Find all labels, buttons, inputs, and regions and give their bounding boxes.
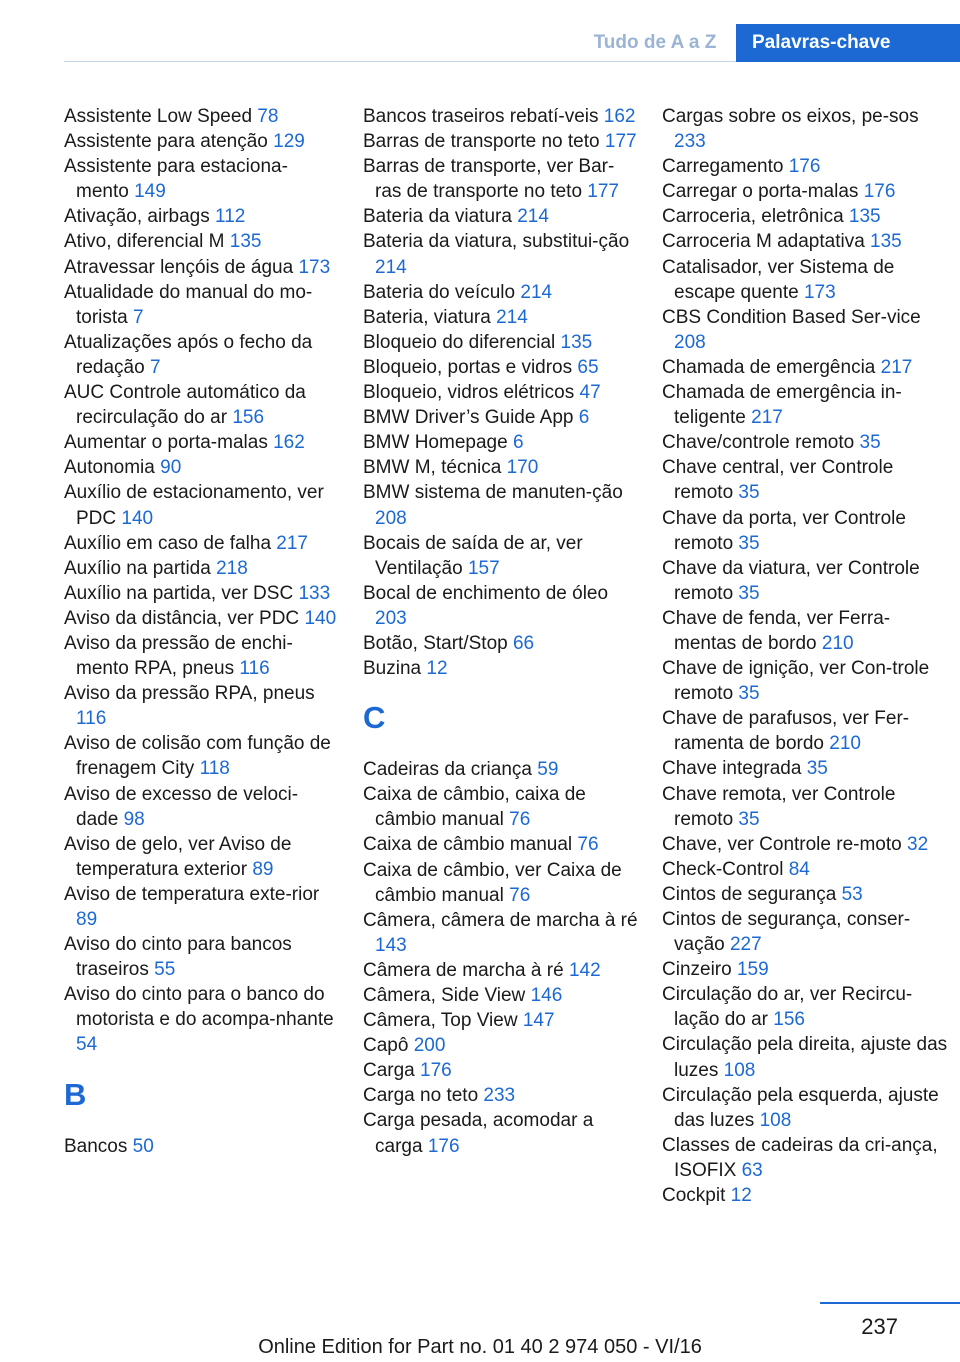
page-link[interactable]: 149: [134, 181, 166, 203]
page-link[interactable]: 59: [537, 759, 559, 781]
index-entry: [363, 380, 639, 405]
index-term: Cinzeiro: [662, 959, 732, 981]
index-term: Bocal de enchimento de óleo: [363, 582, 609, 604]
index-entry: [363, 305, 639, 330]
page-link[interactable]: 214: [517, 206, 549, 228]
index-column-1: [64, 104, 340, 1159]
index-term: BMW Driver’s Guide App: [363, 407, 574, 429]
index-entry: [662, 706, 952, 756]
index-term: Bateria da viatura: [363, 206, 512, 228]
page-link[interactable]: 173: [298, 256, 331, 278]
page-link[interactable]: 116: [76, 708, 107, 730]
header-active-tab: Palavras-chave: [736, 24, 960, 62]
page-link[interactable]: 35: [738, 532, 760, 554]
index-entry: [662, 179, 952, 204]
index-term: Bateria do veículo: [363, 281, 516, 303]
index-term: Aviso do cinto para o banco do motorista e do acompa-nhante: [64, 984, 334, 1031]
index-entry: [662, 229, 952, 254]
edition-line: Online Edition for Part no. 01 40 2 974 050 - VI/16: [258, 1336, 702, 1358]
index-entry: [662, 957, 952, 982]
page-link[interactable]: 173: [803, 281, 836, 303]
index-term: Atualizações após o fecho da redação: [64, 331, 313, 378]
index-entry: [662, 556, 952, 606]
index-entry: [64, 681, 340, 731]
page-link[interactable]: 147: [522, 1010, 555, 1032]
index-term: Capô: [363, 1035, 409, 1057]
page-link[interactable]: 217: [751, 407, 783, 429]
index-term: Aviso do cinto para bancos traseiros: [64, 934, 292, 981]
index-term: Circulação do ar, ver Recircu-lação do ar: [662, 984, 913, 1031]
page-link[interactable]: 54: [76, 1034, 98, 1056]
page-link[interactable]: 157: [467, 557, 500, 579]
page-number: 237: [861, 1314, 898, 1339]
page-link[interactable]: 135: [848, 206, 881, 228]
index-entry: [64, 556, 340, 581]
index-term: Bocais de saída de ar, ver Ventilação: [363, 532, 583, 579]
index-entry: [363, 455, 639, 480]
index-term: BMW M, técnica: [363, 457, 502, 479]
index-entry: [64, 480, 340, 530]
index-entry: [363, 757, 639, 782]
index-entry: [363, 983, 639, 1008]
index-entry: [363, 129, 639, 154]
index-entry: [363, 1033, 639, 1058]
page-link[interactable]: 233: [483, 1085, 516, 1107]
index-entry: [662, 506, 952, 556]
index-term: Câmera de marcha à ré: [363, 959, 564, 981]
index-term: Câmera, Top View: [363, 1010, 518, 1032]
index-term: Bancos traseiros rebatí-veis: [363, 106, 599, 127]
index-entry: [363, 405, 639, 430]
index-entry: [363, 1008, 639, 1033]
index-entry: [363, 154, 639, 204]
index-term: Check-Control: [662, 858, 784, 880]
index-term: Carga no teto: [363, 1085, 479, 1107]
index-term: Aviso da pressão RPA, pneus: [64, 683, 315, 705]
index-term: CBS Condition Based Ser-vice: [662, 306, 921, 328]
page-link[interactable]: 143: [375, 934, 407, 956]
index-term: Atualidade do manual do mo-torista: [64, 281, 313, 328]
index-entry: [64, 631, 340, 681]
index-term: Caixa de câmbio, ver Caixa de câmbio manual: [363, 859, 622, 906]
page-link[interactable]: 208: [375, 507, 407, 529]
index-term: Atravessar lençóis de água: [64, 256, 294, 278]
page-link[interactable]: 200: [413, 1035, 446, 1057]
page-link[interactable]: 156: [232, 407, 265, 429]
index-term: Classes de cadeiras da cri-ança, ISOFIX: [662, 1134, 938, 1181]
index-term: Chave da viatura, ver Controle remoto: [662, 557, 920, 604]
index-term: Aumentar o porta-malas: [64, 432, 268, 454]
index-term: BMW Homepage: [363, 432, 508, 454]
index-entry: [662, 756, 952, 781]
index-entry: [363, 1058, 639, 1083]
page-link[interactable]: 135: [229, 231, 262, 253]
page-link[interactable]: 217: [276, 532, 308, 554]
page-link[interactable]: 90: [160, 457, 182, 479]
index-letter-heading: C: [363, 700, 386, 736]
page-link[interactable]: 7: [133, 306, 144, 328]
page-link[interactable]: 135: [870, 231, 902, 253]
page-link[interactable]: 170: [506, 457, 539, 479]
index-entry: [662, 305, 952, 355]
page-link[interactable]: 129: [273, 131, 305, 153]
index-entry: [363, 355, 639, 380]
index-entry: [662, 154, 952, 179]
index-entry: [363, 480, 639, 530]
page-link[interactable]: 214: [520, 281, 553, 303]
index-entry: [363, 958, 639, 983]
index-term: Cintos de segurança: [662, 883, 837, 905]
index-entry: [64, 104, 340, 129]
page-link[interactable]: 6: [578, 407, 590, 429]
page-link[interactable]: 146: [530, 985, 563, 1006]
index-entry: [662, 1183, 952, 1208]
index-entry: [662, 907, 952, 957]
page-link[interactable]: 35: [738, 482, 760, 504]
index-term: Chamada de emergência in-teligente: [662, 382, 902, 429]
index-term: Auxílio na partida, ver DSC: [64, 582, 294, 604]
index-term: Carregar o porta-malas: [662, 181, 859, 203]
index-term: Circulação pela direita, ajuste das luzes: [662, 1034, 948, 1081]
index-term: Bancos: [64, 1135, 128, 1157]
index-entry: [64, 1134, 340, 1159]
index-term: Chave de ignição, ver Con-trole remoto: [662, 658, 930, 705]
index-entry: [64, 882, 340, 932]
page-link[interactable]: 162: [273, 432, 305, 454]
page-link[interactable]: 214: [496, 306, 528, 328]
index-entry: [363, 204, 639, 229]
index-term: Carregamento: [662, 156, 784, 178]
index-entry: [662, 782, 952, 832]
index-entry: [363, 631, 639, 656]
page-link[interactable]: 133: [298, 582, 331, 604]
index-entry: [662, 204, 952, 229]
index-term: Aviso da distância, ver PDC: [64, 607, 300, 629]
header-section-label: Tudo de A a Z: [593, 32, 717, 53]
page-link[interactable]: 65: [577, 356, 599, 378]
index-entry: [662, 255, 952, 305]
page-link[interactable]: 233: [674, 131, 706, 153]
page-link[interactable]: 78: [257, 106, 279, 127]
index-entry: [363, 858, 639, 908]
index-entry: [662, 104, 952, 154]
index-column-3: [662, 104, 952, 1208]
index-entry: [662, 606, 952, 656]
page-link[interactable]: 176: [427, 1135, 460, 1157]
page-link[interactable]: 76: [577, 834, 599, 856]
page-link[interactable]: 66: [512, 632, 535, 654]
index-term: Chave de fenda, ver Ferra-mentas de bordo: [662, 607, 891, 654]
index-entry: [363, 581, 639, 631]
page-link[interactable]: 50: [132, 1135, 154, 1157]
index-entry: [662, 656, 952, 706]
index-entry: [662, 832, 952, 857]
page-link[interactable]: 156: [773, 1009, 805, 1031]
index-entry: [64, 280, 340, 330]
index-entry: [64, 531, 340, 556]
index-term: Ativo, diferencial M: [64, 231, 225, 253]
page-link[interactable]: 6: [512, 432, 524, 454]
index-term: Auxílio de estacionamento, ver PDC: [64, 482, 324, 529]
index-entry: [363, 1108, 639, 1158]
index-term: Circulação pela esquerda, ajuste das luzes: [662, 1084, 939, 1131]
page-link[interactable]: 89: [252, 858, 274, 880]
index-entry: [662, 380, 952, 430]
index-term: Câmera, Side View: [363, 985, 526, 1006]
page-link[interactable]: 140: [304, 607, 337, 629]
index-term: Cargas sobre os eixos, pe-sos: [662, 106, 919, 127]
page-link[interactable]: 32: [907, 833, 929, 855]
page-link[interactable]: 7: [149, 356, 161, 378]
page-link[interactable]: 210: [821, 632, 854, 654]
index-term: Bloqueio, vidros elétricos: [363, 382, 575, 404]
index-entry: [662, 857, 952, 882]
index-term: Catalisador, ver Sistema de escape quente: [662, 256, 895, 303]
page-link[interactable]: 63: [741, 1159, 763, 1181]
index-entry: [363, 104, 639, 129]
index-term: Bateria, viatura: [363, 306, 491, 328]
index-entry: [662, 455, 952, 505]
page-link[interactable]: 214: [375, 256, 407, 278]
index-entry: [64, 832, 340, 882]
index-entry: [363, 782, 639, 832]
page-link[interactable]: 227: [729, 934, 762, 956]
index-term: Câmera, câmera de marcha à ré: [363, 909, 638, 931]
index-entry: [662, 355, 952, 380]
page-link[interactable]: 176: [863, 181, 896, 203]
index-term: Cadeiras da criança: [363, 759, 532, 781]
index-term: Chave integrada: [662, 758, 802, 780]
index-term: Ativação, airbags: [64, 206, 210, 228]
index-entry: [662, 1133, 952, 1183]
index-term: Carga: [363, 1060, 415, 1082]
page-link[interactable]: 116: [239, 658, 270, 680]
index-term: Cockpit: [662, 1185, 726, 1207]
page-link[interactable]: 76: [509, 809, 531, 831]
index-entry: [64, 455, 340, 480]
page-link[interactable]: 108: [759, 1109, 792, 1131]
index-term: Chave/controle remoto: [662, 432, 855, 454]
index-entry: [363, 330, 639, 355]
index-column-2: [363, 104, 639, 1159]
index-entry: [64, 606, 340, 631]
page-link[interactable]: 35: [806, 758, 828, 780]
index-term: Cintos de segurança, conser-vação: [662, 909, 911, 956]
index-entry: [363, 832, 639, 857]
page-link[interactable]: 159: [736, 959, 769, 981]
page-link[interactable]: 47: [579, 382, 601, 404]
page-link[interactable]: 118: [199, 758, 230, 780]
index-entry: [64, 229, 340, 254]
index-entry: [662, 1032, 952, 1082]
index-entry: [64, 330, 340, 380]
index-term: Chave de parafusos, ver Fer-ramenta de bordo: [662, 708, 910, 755]
index-entry: [363, 1083, 639, 1108]
page-link[interactable]: 35: [738, 808, 760, 830]
index-term: Assistente para estaciona-mento: [64, 156, 288, 203]
page-link[interactable]: 210: [829, 733, 861, 755]
page-link[interactable]: 162: [603, 106, 636, 127]
index-term: Caixa de câmbio manual: [363, 834, 573, 856]
page-link[interactable]: 177: [604, 131, 637, 153]
page-link[interactable]: 176: [420, 1060, 452, 1082]
index-term: Aviso de excesso de veloci-dade: [64, 783, 299, 830]
index-term: Caixa de câmbio, caixa de câmbio manual: [363, 784, 586, 831]
index-entry: [363, 280, 639, 305]
index-term: Assistente para atenção: [64, 131, 268, 153]
index-entry: [363, 430, 639, 455]
index-term: Bloqueio do diferencial: [363, 331, 556, 353]
index-term: Barras de transporte no teto: [363, 131, 600, 153]
index-entry: [64, 731, 340, 781]
index-entry: [64, 154, 340, 204]
index-entry: [662, 1083, 952, 1133]
page-link[interactable]: 76: [509, 884, 531, 906]
index-term: Bateria da viatura, substitui-ção: [363, 231, 630, 253]
page-link[interactable]: 84: [788, 858, 810, 880]
index-term: Chave central, ver Controle remoto: [662, 457, 894, 504]
page-link[interactable]: 35: [738, 683, 760, 705]
index-term: Assistente Low Speed: [64, 106, 253, 127]
page-link[interactable]: 177: [587, 181, 619, 203]
index-term: BMW sistema de manuten-ção: [363, 482, 623, 504]
index-term: Botão, Start/Stop: [363, 632, 508, 654]
page-link[interactable]: 176: [788, 156, 821, 178]
index-term: Bloqueio, portas e vidros: [363, 356, 573, 378]
index-entry: [64, 581, 340, 606]
index-term: AUC Controle automático da recirculação do ar: [64, 382, 306, 429]
index-term: Buzina: [363, 658, 422, 680]
index-term: Barras de transporte, ver Bar-ras de transporte no teto: [363, 156, 615, 203]
page-link[interactable]: 12: [730, 1185, 752, 1207]
index-term: Auxílio em caso de falha: [64, 532, 272, 554]
index-term: Carroceria, eletrônica: [662, 206, 844, 228]
page-link[interactable]: 35: [738, 582, 760, 604]
index-entry: [363, 908, 639, 958]
index-term: Autonomia: [64, 457, 155, 479]
index-entry: [64, 982, 340, 1057]
index-entry: [64, 932, 340, 982]
index-entry: [363, 656, 639, 681]
page-link[interactable]: 203: [375, 607, 407, 629]
page-link[interactable]: 112: [215, 206, 246, 228]
index-term: Carroceria M adaptativa: [662, 231, 865, 253]
index-entry: [64, 255, 340, 280]
index-entry: [363, 229, 639, 279]
index-term: Aviso de gelo, ver Aviso de temperatura exterior: [64, 833, 292, 880]
page-link[interactable]: 140: [121, 507, 154, 529]
page-link[interactable]: 218: [216, 557, 248, 579]
page-link[interactable]: 89: [76, 909, 98, 930]
index-term: Chave, ver Controle re-moto: [662, 833, 902, 855]
page-link[interactable]: 217: [880, 356, 913, 378]
page-link[interactable]: 142: [568, 959, 601, 981]
page-link[interactable]: 208: [674, 331, 706, 353]
page-link[interactable]: 98: [123, 808, 145, 830]
page-link[interactable]: 55: [154, 959, 176, 981]
index-entry: [64, 380, 340, 430]
index-term: Carga pesada, acomodar a carga: [363, 1110, 594, 1157]
index-entry: [64, 430, 340, 455]
index-term: Chave remota, ver Controle remoto: [662, 783, 896, 830]
index-term: Aviso da pressão de enchi-mento RPA, pneus: [64, 632, 293, 680]
index-entry: [64, 129, 340, 154]
page-link[interactable]: 12: [426, 658, 448, 680]
page-link[interactable]: 35: [859, 432, 881, 454]
index-term: Aviso de colisão com função de frenagem City: [64, 733, 331, 780]
index-entry: [662, 982, 952, 1032]
index-term: Auxílio na partida: [64, 557, 211, 579]
index-term: Chamada de emergência: [662, 356, 876, 378]
index-letter-heading: B: [64, 1076, 87, 1112]
page-link[interactable]: 135: [560, 331, 593, 353]
page-link[interactable]: 53: [841, 883, 863, 905]
page-link[interactable]: 108: [723, 1059, 756, 1081]
index-term: Chave da porta, ver Controle remoto: [662, 507, 906, 554]
index-entry: [363, 531, 639, 581]
index-entry: [662, 430, 952, 455]
index-term: Aviso de temperatura exte-rior: [64, 883, 320, 905]
index-entry: [64, 204, 340, 229]
index-entry: [64, 782, 340, 832]
footer-rule: [820, 1302, 960, 1304]
index-entry: [662, 882, 952, 907]
